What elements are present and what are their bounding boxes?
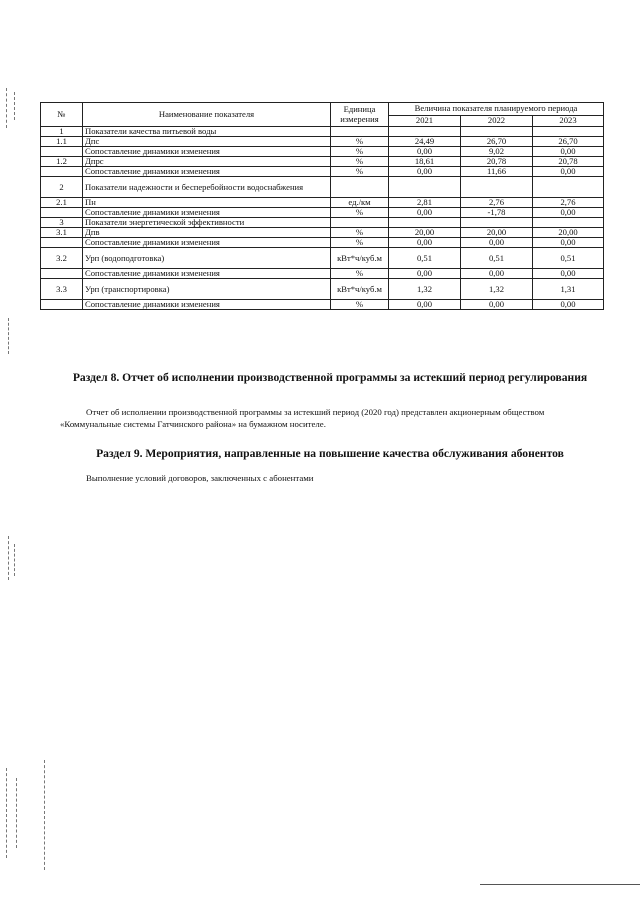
cell-value: 0,00 <box>533 300 604 310</box>
cell-unit: % <box>331 167 389 177</box>
scan-artifact <box>6 768 7 858</box>
cell-value: 0,51 <box>389 248 461 269</box>
cell-value <box>533 177 604 198</box>
cell-value: 0,51 <box>533 248 604 269</box>
cell-num <box>41 300 83 310</box>
cell-name: Показатели надежности и бесперебойности водоснабжения <box>83 177 331 198</box>
table-row <box>41 269 604 279</box>
header-num: № <box>41 103 83 127</box>
cell-value: 18,61 <box>389 157 461 167</box>
cell-name: Сопоставление динамики изменения <box>83 300 331 310</box>
cell-name: Дпс <box>83 137 331 147</box>
cell-value <box>461 127 533 137</box>
cell-value: 0,00 <box>389 300 461 310</box>
header-name: Наименование показателя <box>83 103 331 127</box>
cell-value <box>389 218 461 228</box>
cell-value: 1,32 <box>461 279 533 300</box>
cell-unit: % <box>331 208 389 218</box>
cell-num: 3 <box>41 218 83 228</box>
cell-value: 20,78 <box>533 157 604 167</box>
cell-value: 0,00 <box>389 238 461 248</box>
scan-artifact <box>8 536 9 580</box>
cell-name: Пн <box>83 198 331 208</box>
cell-value: 20,00 <box>533 228 604 238</box>
scan-artifact <box>8 318 9 354</box>
indicators-table <box>40 102 604 310</box>
section9-text: Выполнение условий договоров, заключенных с абонентами <box>86 473 314 483</box>
cell-value: 1,32 <box>389 279 461 300</box>
cell-unit: % <box>331 269 389 279</box>
cell-unit: кВт*ч/куб.м <box>331 248 389 269</box>
cell-value <box>389 177 461 198</box>
cell-name: Дпв <box>83 228 331 238</box>
cell-value: 0,00 <box>389 167 461 177</box>
cell-num: 1.1 <box>41 137 83 147</box>
table-row <box>41 238 604 248</box>
cell-value: 9,02 <box>461 147 533 157</box>
header-value-group: Величина показателя планируемого периода <box>389 103 604 116</box>
table-row <box>41 157 604 167</box>
cell-unit: % <box>331 147 389 157</box>
scan-artifact <box>14 92 15 120</box>
cell-num: 2 <box>41 177 83 198</box>
cell-value: 0,00 <box>461 269 533 279</box>
cell-value <box>461 218 533 228</box>
cell-unit: ед./км <box>331 198 389 208</box>
cell-unit <box>331 218 389 228</box>
table-row <box>41 279 604 300</box>
cell-num <box>41 269 83 279</box>
cell-value: 0,00 <box>389 147 461 157</box>
cell-value <box>533 218 604 228</box>
cell-value: 0,00 <box>533 167 604 177</box>
section8-heading: Раздел 8. Отчет об исполнении производственной программы за истекший период регулирования <box>72 371 588 384</box>
cell-value: 0,00 <box>533 147 604 157</box>
cell-unit: % <box>331 157 389 167</box>
cell-num <box>41 238 83 248</box>
cell-name: Сопоставление динамики изменения <box>83 208 331 218</box>
cell-value: 20,78 <box>461 157 533 167</box>
cell-num: 2.1 <box>41 198 83 208</box>
cell-value: 2,76 <box>533 198 604 208</box>
header-year: 2022 <box>461 116 533 127</box>
cell-unit: % <box>331 137 389 147</box>
table-row <box>41 198 604 208</box>
cell-value: 26,70 <box>533 137 604 147</box>
cell-value: 0,00 <box>533 238 604 248</box>
cell-value: 0,00 <box>533 208 604 218</box>
cell-value: 20,00 <box>461 228 533 238</box>
cell-name: Показатели качества питьевой воды <box>83 127 331 137</box>
cell-name: Сопоставление динамики изменения <box>83 147 331 157</box>
cell-value: 0,00 <box>533 269 604 279</box>
cell-num <box>41 147 83 157</box>
cell-name: Сопоставление динамики изменения <box>83 238 331 248</box>
cell-value: 0,00 <box>461 300 533 310</box>
cell-unit: кВт*ч/куб.м <box>331 279 389 300</box>
table-row <box>41 177 604 198</box>
cell-num <box>41 208 83 218</box>
cell-value: 0,51 <box>461 248 533 269</box>
cell-unit: % <box>331 300 389 310</box>
cell-value: 0,00 <box>461 238 533 248</box>
scan-artifact <box>44 760 45 870</box>
table-row <box>41 208 604 218</box>
cell-name: Урп (водоподготовка) <box>83 248 331 269</box>
cell-value: 0,00 <box>389 269 461 279</box>
cell-num: 1 <box>41 127 83 137</box>
scan-artifact <box>16 778 17 848</box>
scan-artifact <box>14 544 15 576</box>
cell-value <box>389 127 461 137</box>
cell-value: 26,70 <box>461 137 533 147</box>
table-row <box>41 228 604 238</box>
cell-unit <box>331 177 389 198</box>
cell-value: 24,49 <box>389 137 461 147</box>
cell-num: 1.2 <box>41 157 83 167</box>
cell-num: 3.3 <box>41 279 83 300</box>
header-year: 2023 <box>533 116 604 127</box>
cell-name: Дпрс <box>83 157 331 167</box>
table-row <box>41 248 604 269</box>
cell-name: Урп (транспортировка) <box>83 279 331 300</box>
cell-value: 2,76 <box>461 198 533 208</box>
cell-value <box>533 127 604 137</box>
cell-name: Сопоставление динамики изменения <box>83 269 331 279</box>
cell-unit <box>331 127 389 137</box>
scan-edge-line <box>480 884 640 885</box>
header-unit: Единица измерения <box>331 103 389 127</box>
cell-unit: % <box>331 228 389 238</box>
cell-value: 1,31 <box>533 279 604 300</box>
cell-value: 2,81 <box>389 198 461 208</box>
cell-num <box>41 167 83 177</box>
cell-unit: % <box>331 238 389 248</box>
section9-heading: Раздел 9. Мероприятия, направленные на повышение качества обслуживания абонентов <box>96 447 564 460</box>
scan-artifact <box>6 88 7 128</box>
cell-name: Сопоставление динамики изменения <box>83 167 331 177</box>
cell-value: 20,00 <box>389 228 461 238</box>
cell-name: Показатели энергетической эффективности <box>83 218 331 228</box>
cell-value <box>461 177 533 198</box>
cell-value: -1,78 <box>461 208 533 218</box>
table-row <box>41 167 604 177</box>
table-row <box>41 147 604 157</box>
section8-text: Отчет об исполнении производственной программы за истекший период (2020 год) представлен акционерным обществом «Коммунальные системы Гатчинского района» на бумажном носителе. <box>60 407 545 429</box>
table-row <box>41 127 604 137</box>
cell-value: 11,66 <box>461 167 533 177</box>
table-row <box>41 137 604 147</box>
header-year: 2021 <box>389 116 461 127</box>
table-row <box>41 218 604 228</box>
cell-value: 0,00 <box>389 208 461 218</box>
cell-num: 3.2 <box>41 248 83 269</box>
cell-num: 3.1 <box>41 228 83 238</box>
table-row <box>41 300 604 310</box>
